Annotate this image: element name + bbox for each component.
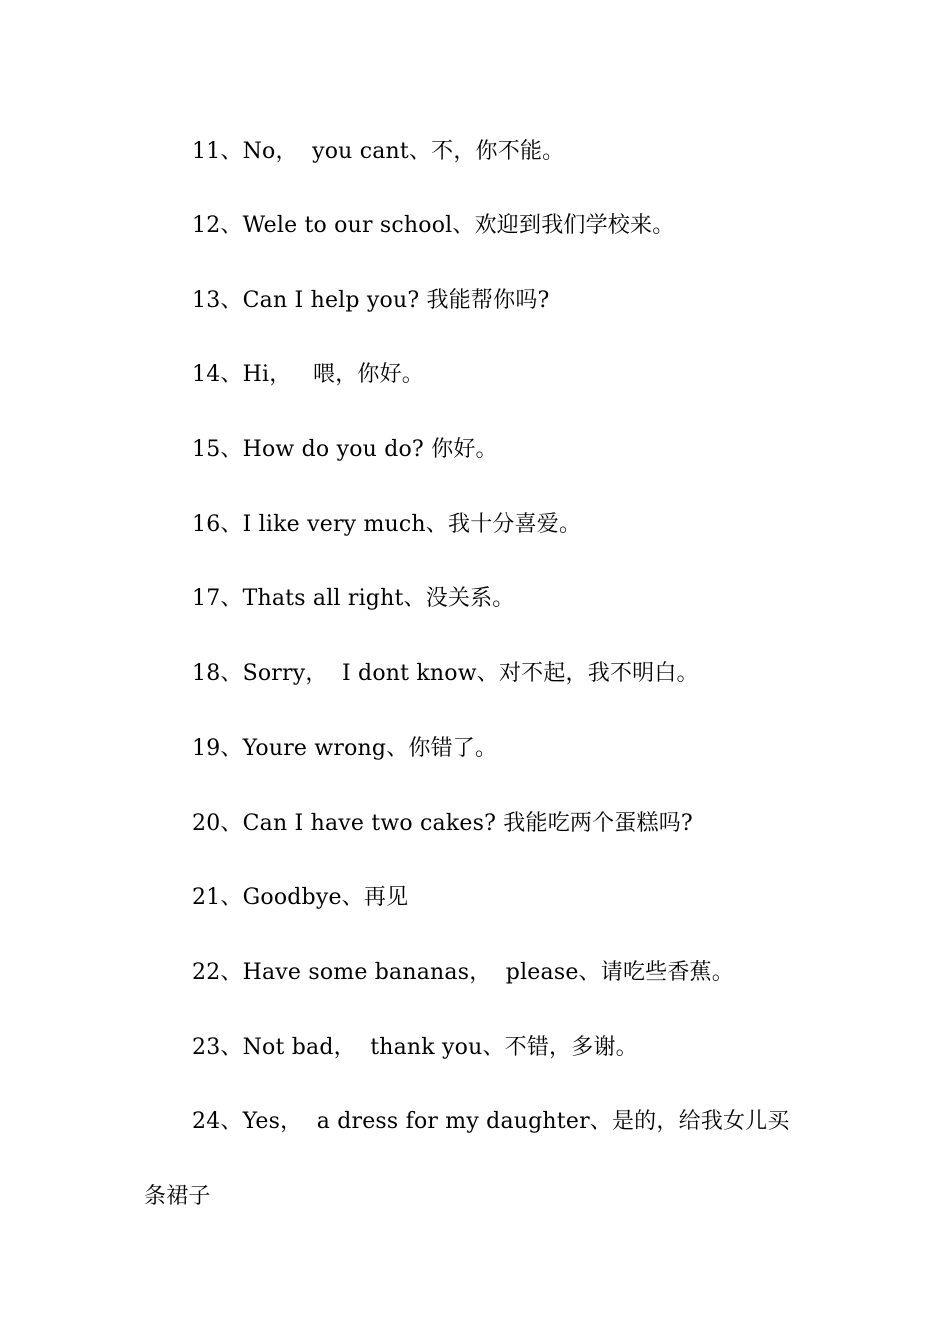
sentence-line-23: 23、Not bad， thank you、不错，多谢。 <box>192 1035 638 1060</box>
sentence-line-11: 11、No， you cant、不，你不能。 <box>192 139 565 164</box>
sentence-line-17: 17、Thats all right、没关系。 <box>192 586 515 611</box>
sentence-line-21: 21、Goodbye、再见 <box>192 885 409 910</box>
sentence-line-16: 16、I like very much、我十分喜爱。 <box>192 512 582 537</box>
sentence-line-15: 15、How do you do? 你好。 <box>192 437 498 462</box>
sentence-line-24: 24、Yes， a dress for my daughter、是的，给我女儿买 <box>192 1109 790 1134</box>
sentence-line-19: 19、Youre wrong、你错了。 <box>192 736 498 761</box>
sentence-line-22: 22、Have some bananas， please、请吃些香蕉。 <box>192 960 734 985</box>
sentence-line-24-continuation: 条裙子 <box>144 1184 211 1209</box>
sentence-line-18: 18、Sorry， I dont know、对不起，我不明白。 <box>192 661 699 686</box>
sentence-line-13: 13、Can I help you? 我能帮你吗? <box>192 288 550 313</box>
sentence-line-12: 12、Wele to our school、欢迎到我们学校来。 <box>192 213 675 238</box>
sentence-line-20: 20、Can I have two cakes? 我能吃两个蛋糕吗? <box>192 811 693 836</box>
sentence-line-14: 14、Hi， 喂，你好。 <box>192 362 424 387</box>
